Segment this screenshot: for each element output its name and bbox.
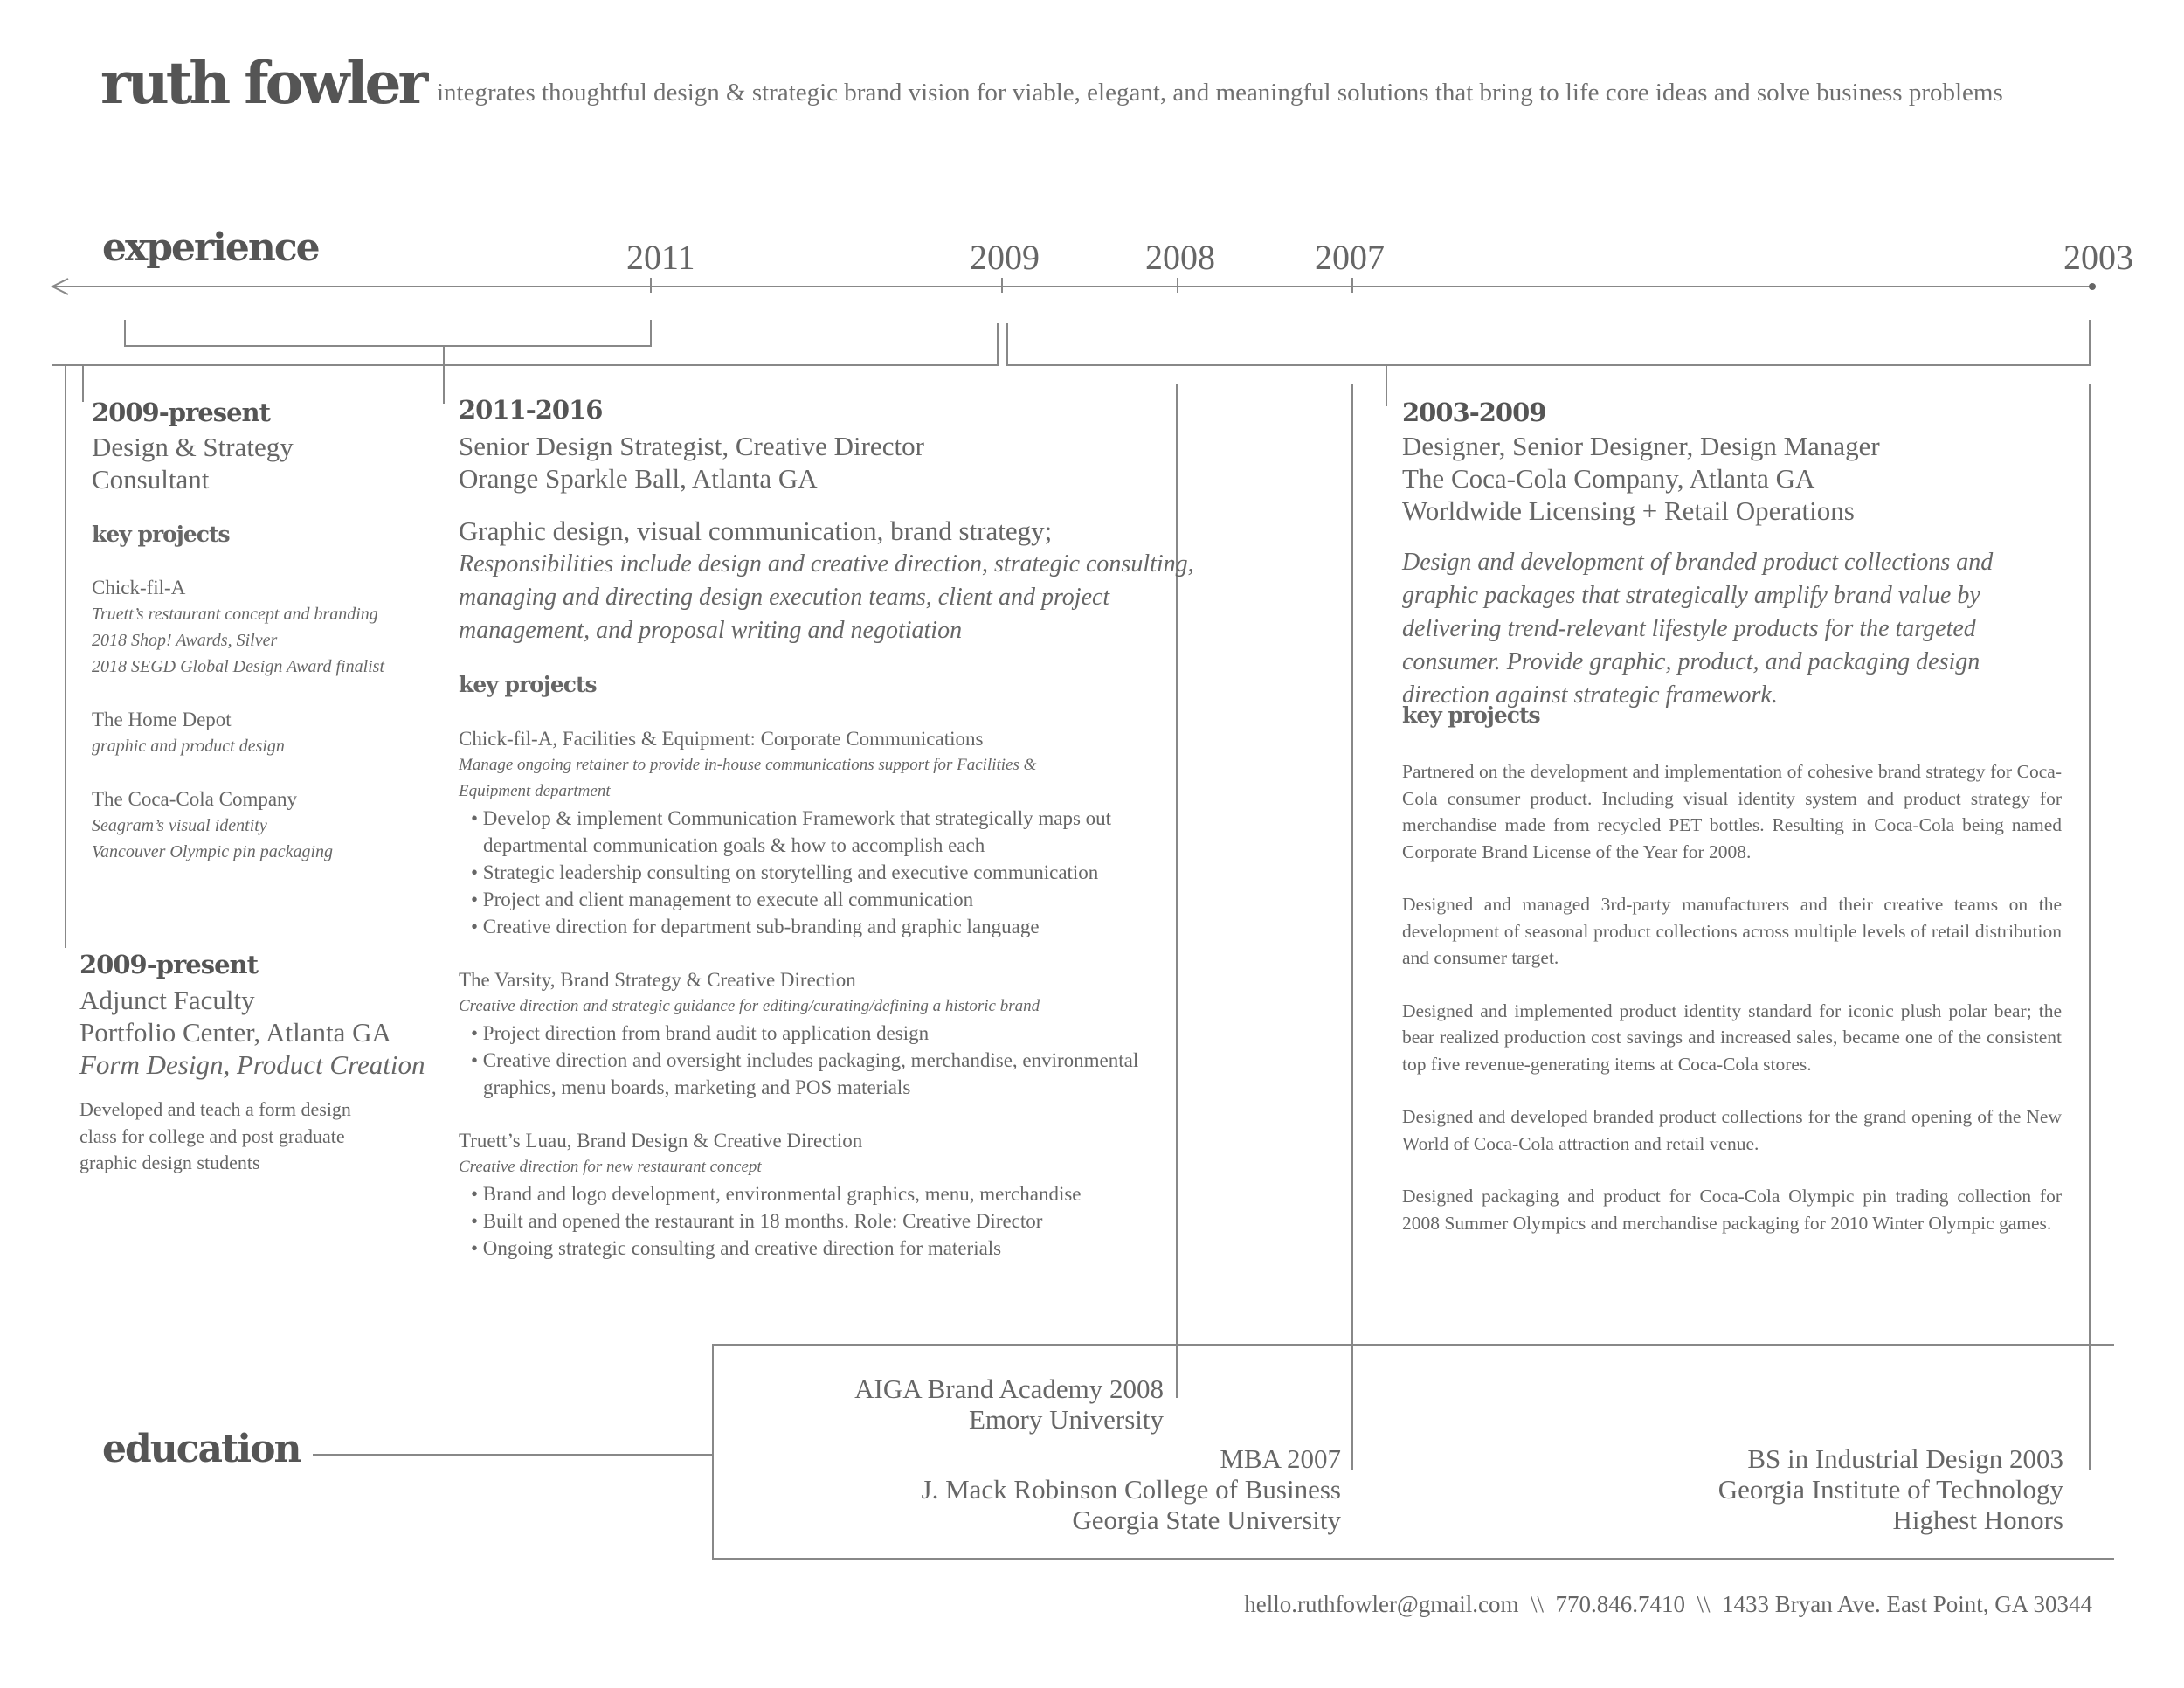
osb-summary: Graphic design, visual communication, brand strategy;: [459, 515, 1053, 546]
bullet: • Project and client management to execute all communication: [471, 889, 974, 910]
education-line: Georgia Institute of Technology: [1717, 1474, 2063, 1505]
bracket-osb: [125, 320, 651, 346]
faculty-org: Portfolio Center, Atlanta GA: [79, 1017, 391, 1048]
osb-header: [459, 430, 924, 495]
osb-bullets: [459, 1180, 1140, 1262]
coke-paragraphs: [1402, 758, 2062, 1236]
project-client: The Home Depot: [92, 709, 232, 730]
osb-bullets: [459, 805, 1140, 940]
coke-paragraph: Designed and implemented product identity standard for iconic plush polar bear; the bear realized production cost savings and increased sales, became one of the consistent top five revenue-generating items at Coca-Cola stores.: [1402, 1000, 2062, 1075]
education-line: AIGA Brand Academy 2008: [854, 1373, 1164, 1404]
education-line: BS in Industrial Design 2003: [1747, 1443, 2063, 1474]
education-title: education: [102, 1427, 301, 1471]
year-label-2011: 2011: [626, 238, 695, 277]
osb-responsibilities: [459, 548, 1194, 647]
education-aiga: [854, 1373, 1164, 1435]
project-detail: Truett’s restaurant concept and branding: [92, 605, 378, 624]
bullet: • Creative direction for department sub-branding and graphic language: [471, 916, 1040, 937]
responsibility-line: managing and directing design execution teams, client and project: [459, 584, 1110, 611]
faculty-desc-line: graphic design students: [79, 1152, 260, 1173]
consultant-role-line: Consultant: [92, 464, 210, 495]
project-client: Chick-fil-A: [92, 577, 186, 598]
osb-bullets: [459, 1020, 1140, 1101]
year-label-2007: 2007: [1315, 238, 1385, 277]
osb-project-subtitle: Creative direction and strategic guidance for editing/curating/defining a historic brand: [459, 997, 1040, 1015]
faculty-period: 2009-present: [79, 950, 259, 979]
osb-org: Orange Sparkle Ball, Atlanta GA: [459, 463, 818, 494]
osb-projects: [459, 725, 1140, 1262]
faculty-desc-line: Developed and teach a form design: [79, 1098, 351, 1120]
education-line: MBA 2007: [1220, 1443, 1341, 1474]
contact-line: hello.ruthfowler@gmail.com \\ 770.846.7410 \\ 1433 Bryan Ave. East Point, GA 30344: [1244, 1591, 2092, 1617]
osb-project-title: The Varsity, Brand Strategy & Creative Direction: [459, 969, 856, 991]
coke-desc: Design and development of branded product collections and graphic packages that strategically amplify brand value by delivering trend-relevant lifestyle products for the targeted consumer. Provide graphic, product, and packaging design direction against strategic framework.: [1402, 549, 1994, 709]
coke-paragraph: Designed and managed 3rd-party manufacturers and their creative teams on the development of seasonal product collections across multiple levels of retail distribution and consumer target.: [1402, 894, 2062, 968]
coke-paragraph: Partnered on the development and implementation of cohesive brand strategy for Coca-Cola consumer product. Including visual identity system and product strategy for merchandise made from recycled PET bottles. Resulting in Coca-Cola being named Corporate Brand License of the Year for 2008.: [1402, 761, 2062, 862]
coke-org: The Coca-Cola Company, Atlanta GA: [1402, 463, 1815, 494]
bracket-present: [52, 323, 998, 365]
education-bs: [1718, 1443, 2063, 1535]
osb-project-subtitle: Creative direction for new restaurant concept: [459, 1158, 762, 1176]
bullet: • Project direction from brand audit to application design: [471, 1022, 930, 1044]
bracket-coke: [1007, 320, 2090, 365]
consultant-role-line: Design & Strategy: [92, 432, 294, 462]
coke-role: Designer, Senior Designer, Design Manager: [1402, 431, 1880, 461]
faculty-desc: [79, 1097, 351, 1177]
bullet: • Develop & implement Communication Framework that strategically maps out departmental communication goals & how to accomplish each: [471, 807, 1112, 856]
tagline: integrates thoughtful design & strategic brand vision for viable, elegant, and meaningful solutions that bring to life core ideas and solve business problems: [437, 79, 2003, 107]
coke-period: 2003-2009: [1402, 398, 1546, 427]
coke-paragraph: Designed packaging and product for Coca-Cola Olympic pin trading collection for 2008 Summer Olympics and merchandise packaging for 2010 Winter Olympic games.: [1402, 1186, 2062, 1234]
project-detail: 2018 Shop! Awards, Silver: [92, 631, 278, 650]
consultant-projects: [92, 574, 432, 865]
education-mba: [922, 1443, 1342, 1535]
osb-project-subtitle: Manage ongoing retainer to provide in-house communications support for Facilities &: [459, 756, 1037, 774]
bullet: • Built and opened the restaurant in 18 months. Role: Creative Director: [471, 1210, 1043, 1232]
responsibility-line: management, and proposal writing and negotiation: [459, 617, 963, 644]
osb-role: Senior Design Strategist, Creative Director: [459, 431, 924, 461]
bullet: • Creative direction and oversight includes packaging, merchandise, environmental graphics, menu boards, marketing and POS materials: [471, 1049, 1139, 1098]
experience-title: experience: [102, 225, 319, 270]
osb-period: 2011-2016: [459, 395, 603, 425]
faculty-focus: Form Design, Product Creation: [79, 1049, 425, 1080]
osb-project-title: Truett’s Luau, Brand Design & Creative Direction: [459, 1130, 863, 1152]
coke-key-projects-label: key projects: [1402, 702, 1540, 728]
bullet: • Brand and logo development, environmental graphics, menu, merchandise: [471, 1183, 1082, 1205]
consultant-key-projects-label: key projects: [92, 522, 230, 547]
responsibility-line: Responsibilities include design and creative direction, strategic consulting,: [459, 550, 1194, 578]
osb-key-projects-label: key projects: [459, 672, 597, 697]
education-line: Emory University: [969, 1404, 1164, 1435]
education-line: Highest Honors: [1892, 1505, 2063, 1535]
bullet: • Strategic leadership consulting on storytelling and executive communication: [471, 861, 1099, 883]
year-label-2003: 2003: [2063, 238, 2133, 277]
resume-name: ruth fowler: [100, 49, 425, 117]
osb-project-title: Chick-fil-A, Facilities & Equipment: Corporate Communications: [459, 728, 984, 750]
year-label-2009: 2009: [970, 238, 1040, 277]
project-detail: 2018 SEGD Global Design Award finalist: [92, 657, 385, 676]
project-detail: Seagram’s visual identity: [92, 816, 267, 835]
faculty-desc-line: class for college and post graduate: [79, 1124, 345, 1147]
project-detail: Vancouver Olympic pin packaging: [92, 842, 334, 861]
education-line: Georgia State University: [1072, 1505, 1341, 1535]
timeline-end-dot: [2089, 283, 2096, 290]
faculty-block: [79, 984, 425, 1081]
bullet: • Ongoing strategic consulting and creative direction for materials: [471, 1237, 1002, 1259]
project-detail: graphic and product design: [92, 737, 285, 756]
coke-header: [1402, 430, 1880, 527]
education-line: J. Mack Robinson College of Business: [921, 1474, 1341, 1505]
faculty-role: Adjunct Faculty: [79, 985, 255, 1015]
osb-project-subtitle: Equipment department: [459, 782, 611, 800]
consultant-period: 2009-present: [92, 398, 271, 427]
consultant-role: [92, 431, 294, 495]
coke-paragraph: Designed and developed branded product collections for the grand opening of the New World of Coca-Cola attraction and retail venue.: [1402, 1106, 2062, 1154]
project-client: The Coca-Cola Company: [92, 788, 298, 810]
coke-dept: Worldwide Licensing + Retail Operations: [1402, 495, 1855, 526]
year-label-2008: 2008: [1145, 238, 1215, 277]
